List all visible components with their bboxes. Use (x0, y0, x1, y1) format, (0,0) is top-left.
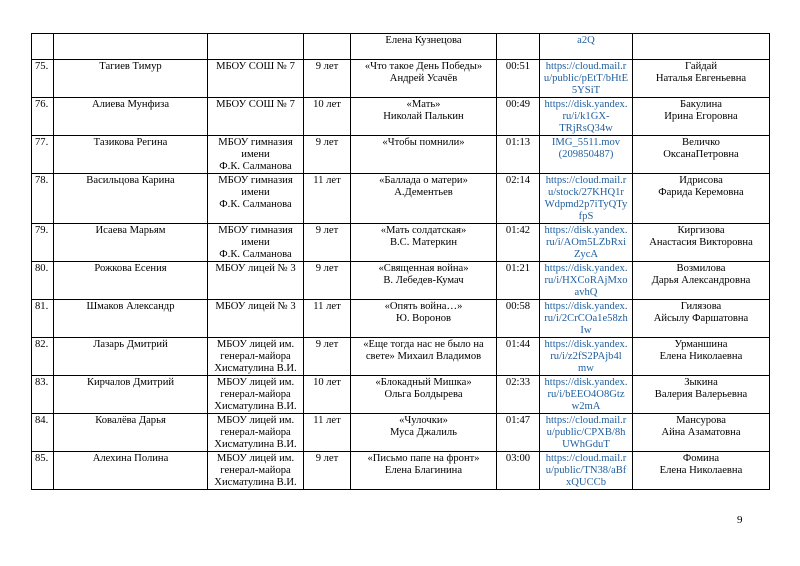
link-cell-line[interactable]: https://disk.yandex. (544, 339, 628, 350)
teacher-cell-line: Зыкина (684, 377, 718, 388)
table-row (32, 300, 770, 338)
link-cell-line[interactable]: https://disk.yandex. (544, 99, 628, 110)
work-cell-line: Елена Кузнецова (385, 35, 462, 46)
teacher-cell-line: Елена Николаевна (659, 465, 743, 476)
school-cell (208, 376, 304, 414)
table-row (32, 98, 770, 136)
school-cell (208, 60, 304, 98)
table-row (32, 452, 770, 490)
teacher-cell (633, 262, 770, 300)
link-cell-line[interactable]: ru/i/HXCoRAjMxo (544, 275, 628, 286)
work-cell-line: Николай Палькин (383, 111, 464, 122)
school-cell-line: имени (241, 237, 270, 248)
row-number: 76. (32, 98, 54, 136)
work-cell (351, 338, 497, 376)
work-cell (351, 60, 497, 98)
work-cell-line: «Опять война…» (384, 301, 463, 312)
work-cell (351, 300, 497, 338)
row-number: 80. (32, 262, 54, 300)
duration-cell: 01:13 (497, 136, 540, 174)
link-cell-line[interactable]: https://disk.yandex. (544, 263, 628, 274)
school-cell-line: МБОУ лицей № 3 (215, 301, 296, 312)
row-number: 78. (32, 174, 54, 224)
teacher-cell-line: Ирина Егоровна (664, 111, 738, 122)
work-cell-line: «Мать солдатская» (380, 225, 467, 236)
school-cell-line: генерал-майора (220, 351, 291, 362)
work-cell-line: «Еще тогда нас не было на (363, 339, 484, 350)
teacher-cell-line: Мансурова (676, 415, 726, 426)
teacher-cell-line: Айсылу Фаршатовна (653, 313, 749, 324)
work-cell-line: «Священная война» (378, 263, 469, 274)
work-cell-line: «Чулочки» (399, 415, 448, 426)
participant-name: Тазикова Регина (54, 136, 208, 174)
link-cell[interactable] (540, 98, 633, 136)
teacher-cell-line: Идрисова (679, 175, 723, 186)
link-cell-line[interactable]: https://disk.yandex. (544, 225, 628, 236)
teacher-cell (633, 414, 770, 452)
row-number (32, 34, 54, 60)
work-cell-line: «Что такое День Победы» (364, 61, 483, 72)
age-cell: 10 лет (304, 98, 351, 136)
link-cell-line[interactable]: ru/i/z2fS2PAjb4l (550, 351, 622, 362)
participant-name: Рожкова Есения (54, 262, 208, 300)
link-cell-line[interactable]: u/public/CPXB/8h (546, 427, 626, 438)
teacher-cell-line: Гайдай (685, 61, 717, 72)
duration-cell: 03:00 (497, 452, 540, 490)
work-cell-line: Муса Джалиль (389, 427, 458, 438)
work-cell-line: Андрей Усачёв (389, 73, 458, 84)
link-cell-line[interactable]: a2Q (577, 35, 595, 46)
work-cell-line: «Баллада о матери» (379, 175, 468, 186)
teacher-cell (633, 34, 770, 60)
link-cell-line[interactable]: https://disk.yandex. (544, 301, 628, 312)
link-cell-line[interactable]: https://cloud.mail.r (545, 175, 627, 186)
teacher-cell-line: Бакулина (680, 99, 722, 110)
link-cell[interactable] (540, 34, 633, 60)
participant-name: Тагиев Тимур (54, 60, 208, 98)
link-cell-line[interactable]: Iw (580, 325, 592, 336)
teacher-cell (633, 98, 770, 136)
teacher-cell (633, 224, 770, 262)
school-cell-line: МБОУ лицей им. (216, 415, 295, 426)
teacher-cell-line: Наталья Евгеньевна (655, 73, 747, 84)
work-cell-line: «Чтобы помнили» (382, 137, 465, 148)
school-cell (208, 300, 304, 338)
school-cell (208, 452, 304, 490)
duration-cell: 02:14 (497, 174, 540, 224)
link-cell-line[interactable]: u/stock/27KHQ1r (548, 187, 624, 198)
duration-cell: 01:21 (497, 262, 540, 300)
teacher-cell (633, 60, 770, 98)
link-cell[interactable] (540, 376, 633, 414)
school-cell-line: МБОУ лицей им. (216, 377, 295, 388)
teacher-cell-line: Елена Николаевна (659, 351, 743, 362)
school-cell (208, 224, 304, 262)
link-cell-line[interactable]: https://disk.yandex. (544, 377, 628, 388)
school-cell-line: Хисматулина В.И. (214, 477, 297, 488)
school-cell-line: МБОУ лицей № 3 (215, 263, 296, 274)
work-cell-line: «Мать» (406, 99, 441, 110)
work-cell-line: свете» Михаил Владимов (365, 351, 482, 362)
link-cell[interactable] (540, 224, 633, 262)
row-number: 81. (32, 300, 54, 338)
teacher-cell (633, 338, 770, 376)
link-cell-line[interactable]: u/public/TN38/aBf (545, 465, 627, 476)
school-cell-line: Ф.К. Салманова (219, 199, 292, 210)
participant-name: Ковалёва Дарья (54, 414, 208, 452)
school-cell (208, 414, 304, 452)
work-cell-line: «Письмо папе на фронт» (367, 453, 480, 464)
school-cell-line: МБОУ гимназия (218, 137, 293, 148)
teacher-cell-line: Киргизова (677, 225, 725, 236)
work-cell-line: В.С. Матеркин (389, 237, 458, 248)
school-cell-line: Ф.К. Салманова (219, 249, 292, 260)
table-row (32, 338, 770, 376)
link-cell[interactable] (540, 300, 633, 338)
school-cell-line: МБОУ лицей им. (216, 339, 295, 350)
age-cell: 11 лет (304, 300, 351, 338)
school-cell (208, 34, 304, 60)
teacher-cell (633, 300, 770, 338)
link-cell-line[interactable]: https://cloud.mail.r (545, 61, 627, 72)
work-cell (351, 262, 497, 300)
link-cell[interactable] (540, 414, 633, 452)
link-cell-line[interactable]: 5YSiT (571, 85, 601, 96)
work-cell (351, 224, 497, 262)
link-cell-line[interactable]: ru/i/k1GX- (562, 111, 610, 122)
teacher-cell-line: Айна Азаматовна (661, 427, 741, 438)
work-cell-line: Ольга Болдырева (384, 389, 463, 400)
school-cell (208, 174, 304, 224)
work-cell-line: Елена Благинина (384, 465, 463, 476)
link-cell-line[interactable]: Wdpmd2p7iTyQTy (544, 199, 628, 210)
work-cell-line: В. Лебедев-Кумач (383, 275, 464, 286)
link-cell-line[interactable]: mw (578, 363, 594, 374)
school-cell-line: МБОУ лицей им. (216, 453, 295, 464)
age-cell: 9 лет (304, 136, 351, 174)
teacher-cell-line: Фарида Керемовна (658, 187, 744, 198)
duration-cell: 01:42 (497, 224, 540, 262)
duration-cell: 00:51 (497, 60, 540, 98)
school-cell (208, 338, 304, 376)
row-number: 75. (32, 60, 54, 98)
row-number: 84. (32, 414, 54, 452)
age-cell: 11 лет (304, 414, 351, 452)
duration-cell: 00:58 (497, 300, 540, 338)
age-cell: 9 лет (304, 338, 351, 376)
teacher-cell-line: Возмилова (676, 263, 726, 274)
row-number: 79. (32, 224, 54, 262)
link-cell[interactable] (540, 338, 633, 376)
work-cell-line: «Блокадный Мишка» (375, 377, 472, 388)
school-cell-line: Хисматулина В.И. (214, 439, 297, 450)
duration-cell: 01:47 (497, 414, 540, 452)
link-cell-line[interactable]: https://cloud.mail.r (545, 453, 627, 464)
participant-name (54, 34, 208, 60)
participant-name: Шмаков Александр (54, 300, 208, 338)
link-cell-line[interactable]: fpS (578, 211, 594, 222)
link-cell-line[interactable]: IMG_5511.mov (551, 137, 621, 148)
link-cell[interactable] (540, 174, 633, 224)
link-cell[interactable] (540, 452, 633, 490)
age-cell (304, 34, 351, 60)
work-cell (351, 34, 497, 60)
link-cell[interactable] (540, 60, 633, 98)
link-cell-line[interactable]: https://cloud.mail.r (545, 415, 627, 426)
school-cell-line: имени (241, 187, 270, 198)
school-cell-line: Хисматулина В.И. (214, 401, 297, 412)
school-cell-line: МБОУ СОШ № 7 (216, 61, 295, 72)
teacher-cell (633, 452, 770, 490)
school-cell-line: МБОУ СОШ № 7 (216, 99, 295, 110)
teacher-cell-line: Фомина (682, 453, 720, 464)
duration-cell: 02:33 (497, 376, 540, 414)
teacher-cell (633, 136, 770, 174)
age-cell: 10 лет (304, 376, 351, 414)
work-cell-line: А.Дементьев (394, 187, 453, 198)
teacher-cell-line: Анастасия Викторовна (649, 237, 753, 248)
school-cell (208, 98, 304, 136)
age-cell: 11 лет (304, 174, 351, 224)
link-cell-line[interactable]: u/public/pEtT/bHtE (543, 73, 629, 84)
teacher-cell (633, 174, 770, 224)
school-cell-line: Хисматулина В.И. (214, 363, 297, 374)
table-row (32, 376, 770, 414)
teacher-cell-line: Дарья Александровна (651, 275, 751, 286)
work-cell (351, 376, 497, 414)
link-cell[interactable] (540, 136, 633, 174)
work-cell (351, 98, 497, 136)
school-cell-line: МБОУ гимназия (218, 175, 293, 186)
duration-cell: 00:49 (497, 98, 540, 136)
participant-name: Васильцова Карина (54, 174, 208, 224)
school-cell-line: имени (241, 149, 270, 160)
link-cell-line[interactable]: xQUCCb (565, 477, 607, 488)
duration-cell (497, 34, 540, 60)
row-number: 85. (32, 452, 54, 490)
table-row (32, 414, 770, 452)
link-cell-line[interactable]: ZycA (573, 249, 599, 260)
link-cell-line[interactable]: (209850487) (558, 149, 614, 160)
participant-name: Исаева Марьям (54, 224, 208, 262)
table-row (32, 262, 770, 300)
work-cell (351, 136, 497, 174)
link-cell-line[interactable]: ru/i/bEEO4O8Gtz (547, 389, 625, 400)
age-cell: 9 лет (304, 60, 351, 98)
teacher-cell-line: Урманшина (674, 339, 728, 350)
participant-name: Алехина Полина (54, 452, 208, 490)
age-cell: 9 лет (304, 452, 351, 490)
link-cell[interactable] (540, 262, 633, 300)
link-cell-line[interactable]: avhQ (574, 287, 598, 298)
participant-name: Лазарь Дмитрий (54, 338, 208, 376)
row-number: 77. (32, 136, 54, 174)
row-number: 82. (32, 338, 54, 376)
teacher-cell-line: Гилязова (680, 301, 722, 312)
row-number: 83. (32, 376, 54, 414)
participants-table (31, 33, 770, 490)
link-cell-line[interactable]: TRjRsQ34w (559, 123, 613, 134)
table-row (32, 34, 770, 60)
participant-name: Алиева Мунфиза (54, 98, 208, 136)
teacher-cell-line: ОксанаПетровна (663, 149, 739, 160)
school-cell-line: генерал-майора (220, 389, 291, 400)
school-cell-line: МБОУ гимназия (218, 225, 293, 236)
teacher-cell-line: Величко (682, 137, 720, 148)
school-cell-line: генерал-майора (220, 465, 291, 476)
teacher-cell (633, 376, 770, 414)
table-row (32, 174, 770, 224)
table-row (32, 136, 770, 174)
school-cell (208, 136, 304, 174)
table-row (32, 224, 770, 262)
school-cell-line: генерал-майора (220, 427, 291, 438)
work-cell-line: Ю. Воронов (395, 313, 452, 324)
duration-cell: 01:44 (497, 338, 540, 376)
age-cell: 9 лет (304, 262, 351, 300)
link-cell-line[interactable]: w2mA (571, 401, 601, 412)
link-cell-line[interactable]: ru/i/2CrCOa1e58zh (544, 313, 628, 324)
work-cell (351, 452, 497, 490)
link-cell-line[interactable]: UWhGduT (562, 439, 610, 450)
participant-name: Кирчалов Дмитрий (54, 376, 208, 414)
page-number: 9 (737, 514, 743, 526)
work-cell (351, 174, 497, 224)
link-cell-line[interactable]: ru/i/AOm5LZbRxi (545, 237, 627, 248)
table-row (32, 60, 770, 98)
teacher-cell-line: Валерия Валерьевна (654, 389, 748, 400)
school-cell (208, 262, 304, 300)
work-cell (351, 414, 497, 452)
age-cell: 9 лет (304, 224, 351, 262)
school-cell-line: Ф.К. Салманова (219, 161, 292, 172)
